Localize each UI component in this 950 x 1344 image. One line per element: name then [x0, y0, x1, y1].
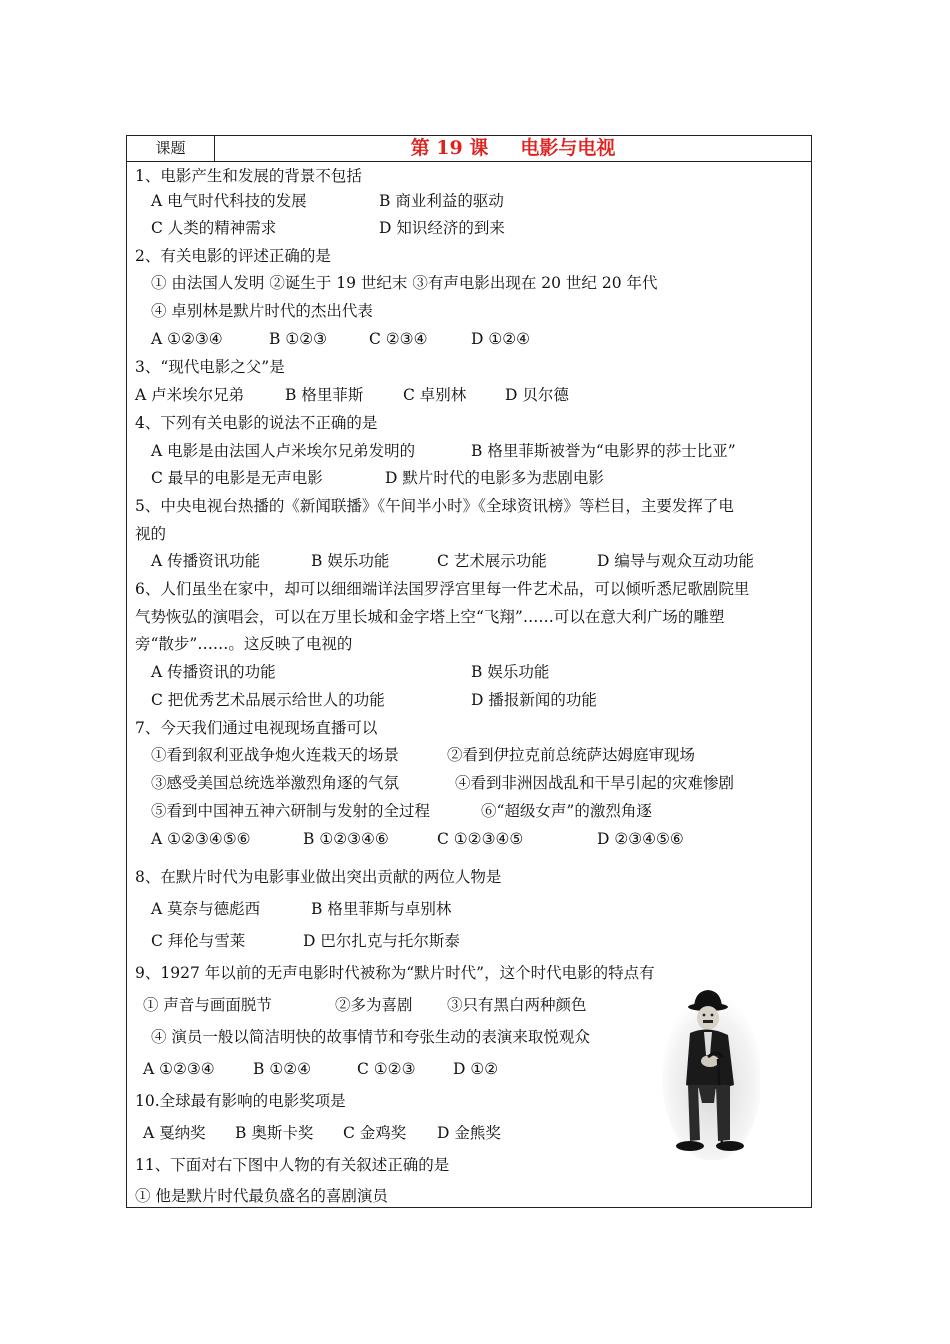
q7-statement-3: ③感受美国总统选举激烈角逐的气氛	[151, 774, 400, 792]
q8-option-b: B 格里菲斯与卓别林	[311, 900, 452, 918]
q7-statement-5: ⑤看到中国神五神六研制与发射的全过程	[151, 802, 431, 820]
q9-option-a: A ①②③④	[143, 1060, 215, 1078]
q4-option-b: B 格里菲斯被誉为“电影界的莎士比亚”	[471, 442, 736, 460]
q3-option-d: D 贝尔德	[505, 386, 569, 404]
q11-statement-1: ① 他是默片时代最负盛名的喜剧演员	[135, 1187, 388, 1205]
q6-option-a: A 传播资讯的功能	[151, 663, 276, 681]
q7-statement-6: ⑥“超级女声”的激烈角逐	[481, 802, 652, 820]
q1-option-b: B 商业利益的驱动	[379, 192, 504, 210]
q1-option-c: C 人类的精神需求	[151, 219, 277, 237]
question-6-stem-line-2: 气势恢弘的演唱会，可以在万里长城和金字塔上空“飞翔”……可以在意大利广场的雕塑	[135, 608, 725, 626]
q5-option-c: C 艺术展示功能	[437, 552, 547, 570]
header-label: 课题	[127, 136, 215, 161]
q1-option-a: A 电气时代科技的发展	[151, 192, 307, 210]
q9-option-b: B ①②④	[253, 1060, 312, 1078]
q4-option-d: D 默片时代的电影多为悲剧电影	[385, 469, 604, 487]
question-3-stem: 3、“现代电影之父”是	[135, 358, 285, 376]
question-11-stem: 11、下面对右下图中人物的有关叙述正确的是	[135, 1156, 450, 1174]
q2-option-a: A ①②③④	[151, 330, 223, 348]
lesson-number: 第 19 课	[410, 137, 489, 159]
q9-option-c: C ①②③	[357, 1060, 416, 1078]
lesson-topic: 电影与电视	[520, 137, 616, 159]
question-8-stem: 8、在默片时代为电影事业做出突出贡献的两位人物是	[135, 868, 502, 886]
q7-statement-2: ②看到伊拉克前总统萨达姆庭审现场	[447, 746, 696, 764]
question-1-stem: 1、电影产生和发展的背景不包括	[135, 167, 362, 185]
q10-option-d: D 金熊奖	[437, 1124, 501, 1142]
question-5-stem-line-1: 5、中央电视台热播的《新闻联播》《午间半小时》《全球资讯榜》等栏目，主要发挥了电	[135, 497, 734, 515]
q2-statement-1: ① 由法国人发明 ②诞生于 19 世纪末 ③有声电影出现在 20 世纪 20 年代	[151, 274, 658, 292]
q5-option-a: A 传播资讯功能	[151, 552, 261, 570]
q10-option-b: B 奥斯卡奖	[235, 1124, 314, 1142]
question-2-stem: 2、有关电影的评述正确的是	[135, 247, 331, 265]
header-row	[127, 136, 811, 162]
q9-statement-1: ① 声音与画面脱节	[143, 996, 272, 1014]
q8-option-c: C 拜伦与雪莱	[151, 932, 246, 950]
q9-statement-3: ③只有黑白两种颜色	[447, 996, 587, 1014]
q3-option-a: A 卢米埃尔兄弟	[135, 386, 245, 404]
q7-option-b: B ①②③④⑥	[303, 830, 389, 848]
q7-option-c: C ①②③④⑤	[437, 830, 524, 848]
question-6-stem-line-3: 旁“散步”……。这反映了电视的	[135, 635, 353, 653]
q8-option-d: D 巴尔扎克与托尔斯泰	[303, 932, 460, 950]
q7-statement-1: ①看到叙利亚战争炮火连栽天的场景	[151, 746, 400, 764]
q6-option-d: D 播报新闻的功能	[471, 691, 597, 709]
q1-option-d: D 知识经济的到来	[379, 219, 505, 237]
q10-option-c: C 金鸡奖	[343, 1124, 407, 1142]
q10-option-a: A 戛纳奖	[143, 1124, 206, 1142]
q7-option-d: D ②③④⑤⑥	[597, 830, 684, 848]
q2-option-b: B ①②③	[269, 330, 328, 348]
q9-statement-4: ④ 演员一般以简洁明快的故事情节和夸张生动的表演来取悦观众	[151, 1028, 590, 1046]
chaplin-illustration	[660, 985, 760, 1160]
q6-option-c: C 把优秀艺术品展示给世人的功能	[151, 691, 385, 709]
q4-option-c: C 最早的电影是无声电影	[151, 469, 323, 487]
q2-statement-2: ④ 卓别林是默片时代的杰出代表	[151, 302, 373, 320]
q2-option-c: C ②③④	[369, 330, 428, 348]
q4-option-a: A 电影是由法国人卢米埃尔兄弟发明的	[151, 442, 416, 460]
q2-option-d: D ①②④	[471, 330, 531, 348]
question-4-stem: 4、下列有关电影的说法不正确的是	[135, 414, 378, 432]
question-7-stem: 7、今天我们通过电视现场直播可以	[135, 719, 378, 737]
question-5-stem-line-2: 视的	[135, 525, 167, 543]
question-6-stem-line-1: 6、人们虽坐在家中，却可以细细端详法国罗浮宫里每一件艺术品，可以倾听悉尼歌剧院里	[135, 580, 750, 598]
q5-option-d: D 编导与观众互动功能	[597, 552, 754, 570]
q8-option-a: A 莫奈与德彪西	[151, 900, 261, 918]
page-title	[215, 136, 811, 161]
q9-statement-2: ②多为喜剧	[335, 996, 413, 1014]
q9-option-d: D ①②	[453, 1060, 499, 1078]
q5-option-b: B 娱乐功能	[311, 552, 390, 570]
question-9-stem: 9、1927 年以前的无声电影时代被称为“默片时代”，这个时代电影的特点有	[135, 964, 655, 982]
question-10-stem: 10.全球最有影响的电影奖项是	[135, 1092, 346, 1110]
q7-option-a: A ①②③④⑤⑥	[151, 830, 251, 848]
q6-option-b: B 娱乐功能	[471, 663, 550, 681]
q3-option-c: C 卓别林	[403, 386, 467, 404]
q3-option-b: B 格里菲斯	[285, 386, 364, 404]
q7-statement-4: ④看到非洲因战乱和干旱引起的灾难惨剧	[455, 774, 735, 792]
